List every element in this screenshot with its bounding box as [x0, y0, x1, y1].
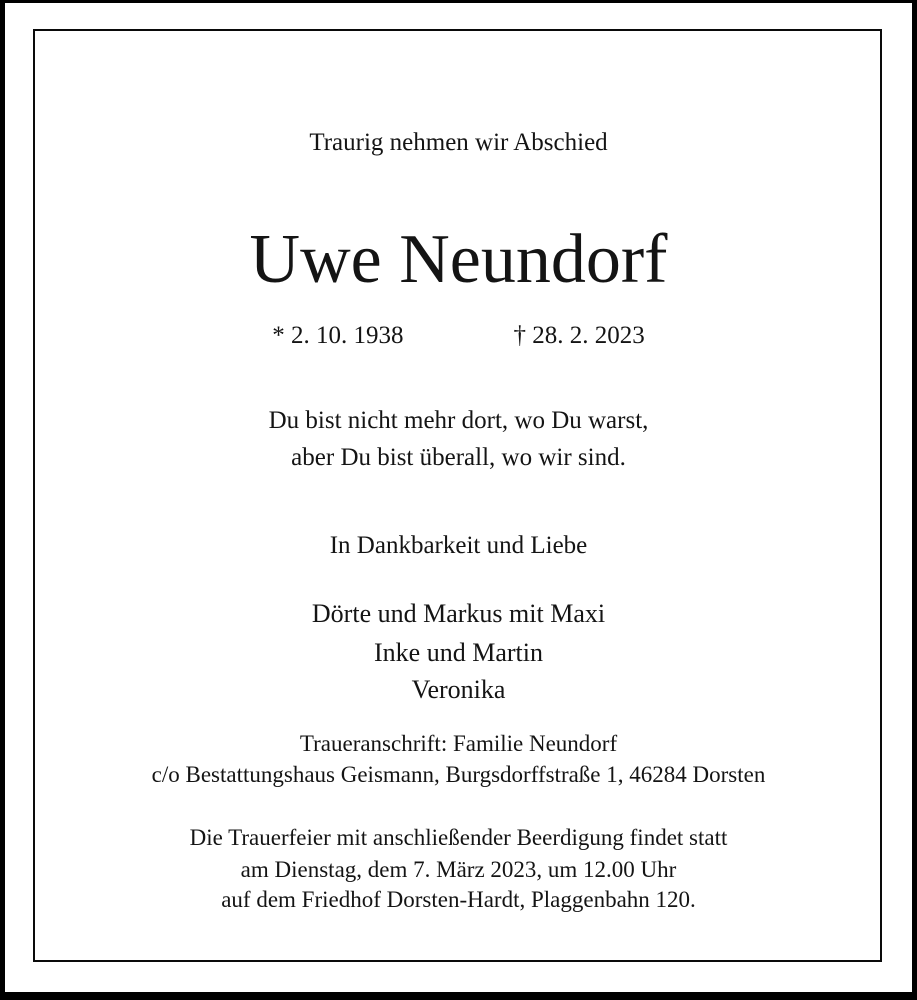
mourning-address-line: c/o Bestattungshaus Geismann, Burgsdorffstraße 1, 46284 Dorsten	[151, 762, 766, 787]
mourner-line: Veronika	[411, 675, 506, 704]
funeral-info-line-3: auf dem Friedhof Dorsten-Hardt, Plaggenbahn 120.	[221, 887, 696, 912]
quote-line-2: aber Du bist überall, wo wir sind.	[291, 444, 626, 471]
deceased-name: Uwe Neundorf	[249, 221, 668, 298]
closing-line: In Dankbarkeit und Liebe	[329, 532, 588, 559]
inner-border-frame	[33, 29, 882, 962]
quote-line-1: Du bist nicht mehr dort, wo Du warst,	[268, 407, 649, 434]
funeral-info-line-1: Die Trauerfeier mit anschließender Beerdigung findet statt	[189, 825, 728, 850]
intro-line: Traurig nehmen wir Abschied	[309, 129, 608, 156]
life-dates-row	[36, 323, 881, 348]
birth-date: * 2. 10. 1938	[272, 322, 404, 349]
mourner-line: Inke und Martin	[374, 638, 543, 667]
death-date: † 28. 2. 2023	[513, 322, 645, 349]
mourner-line: Dörte und Markus mit Maxi	[311, 599, 606, 628]
funeral-info-line-2: am Dienstag, dem 7. März 2023, um 12.00 Uhr	[240, 857, 677, 882]
mourning-address-label: Traueranschrift: Familie Neundorf	[299, 731, 618, 756]
